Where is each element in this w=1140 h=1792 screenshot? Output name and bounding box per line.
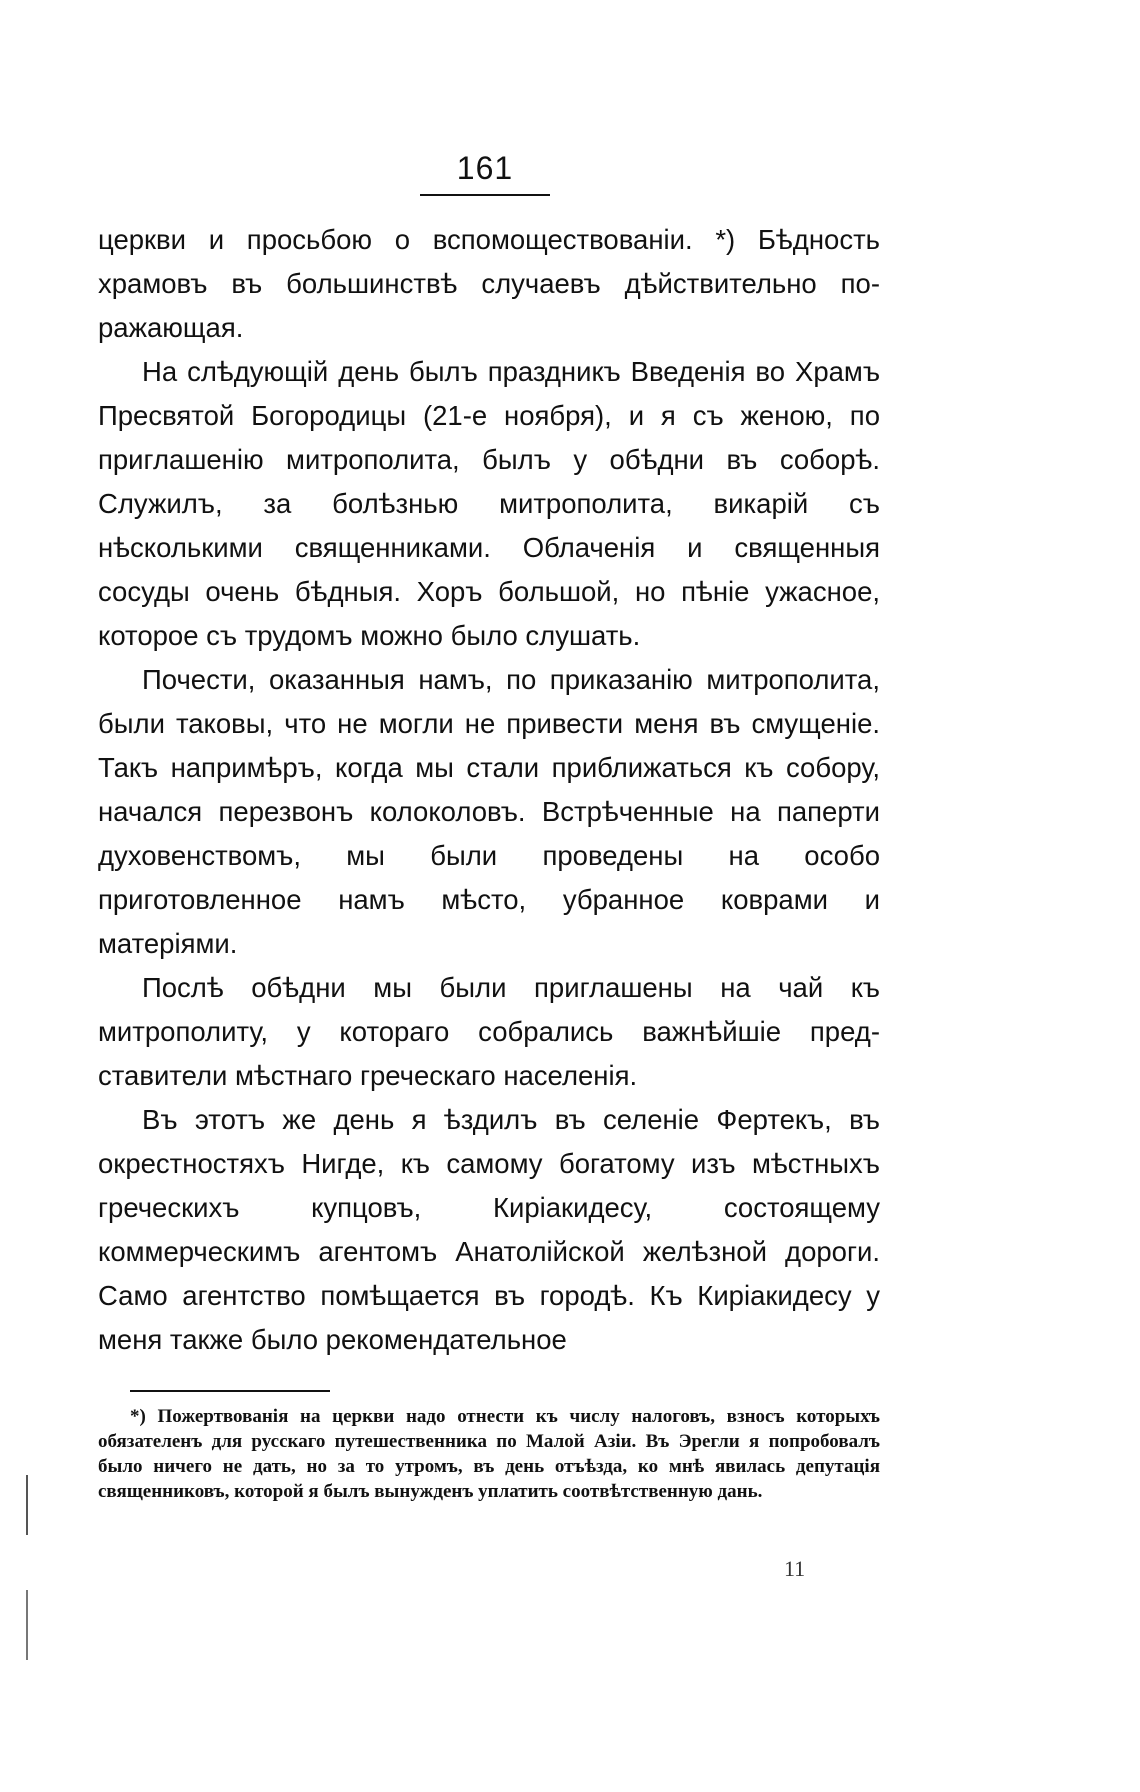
scan-edge-mark — [26, 1475, 28, 1535]
body-text — [98, 218, 880, 1362]
paragraph-tea-with-metropolitan: Послѣ обѣдни мы были приглашены на чай къ митрополиту, у котораго собрались важнѣйшіе представители мѣстнаго греческаго населенія. — [98, 972, 880, 1091]
printer-signature-mark: 11 — [784, 1556, 806, 1581]
footnote-rule — [130, 1390, 330, 1392]
paragraph-continuation: церкви и просьбою о вспомоществованіи. *) Бѣдность храмовъ въ большинствѣ случаевъ дѣйствительно поражающая. — [98, 224, 880, 343]
footnote: *) Пожертвованія на церкви надо отнести къ числу налоговъ, взносъ которыхъ обязателенъ для русскаго путешественника по Малой Азіи. Въ Эрегли я попробовалъ было ничего не дать, но за то утромъ, въ день отъѣзда, ко мнѣ явилась депутація священниковъ, которой я былъ вынужденъ уплатить соотвѣтственную дань. — [98, 1406, 880, 1502]
paragraph-fertek-visit: Въ этотъ же день я ѣздилъ въ селеніе Фертекъ, въ окрестностяхъ Нигде, къ самому богатому изъ мѣстныхъ греческихъ купцовъ, Киріакидесу, состоящему коммерческимъ агентомъ Анатолійской желѣзной дороги. Само агентство помѣщается въ городѣ. Къ Киріакидесу у меня также было рекомендательное — [98, 1104, 880, 1355]
page-number: 161 — [456, 150, 514, 186]
scan-edge-mark — [26, 1590, 28, 1660]
paragraph-feast-day: На слѣдующій день былъ праздникъ Введенія во Храмъ Пресвятой Богородицы (21-е ноября), и я съ женою, по приглашенію митрополита, былъ у обѣдни въ соборѣ. Служилъ, за болѣзнью митрополита, викарій съ нѣсколькими священниками. Облаченія и священныя сосуды очень бѣдныя. Хоръ большой, но пѣніе ужасное, которое съ трудомъ можно было слушать. — [98, 356, 880, 651]
paragraph-honors: Почести, оказанныя намъ, по приказанію митрополита, были таковы, что не могли не привести меня въ смущеніе. Такъ напримѣръ, когда мы стали приближаться къ собору, начался перезвонъ колоколовъ. Встрѣченные на паперти духовенствомъ, мы были проведены на особо приготовленное намъ мѣсто, убранное коврами и матеріями. — [98, 664, 880, 959]
page-number-rule — [420, 194, 550, 196]
